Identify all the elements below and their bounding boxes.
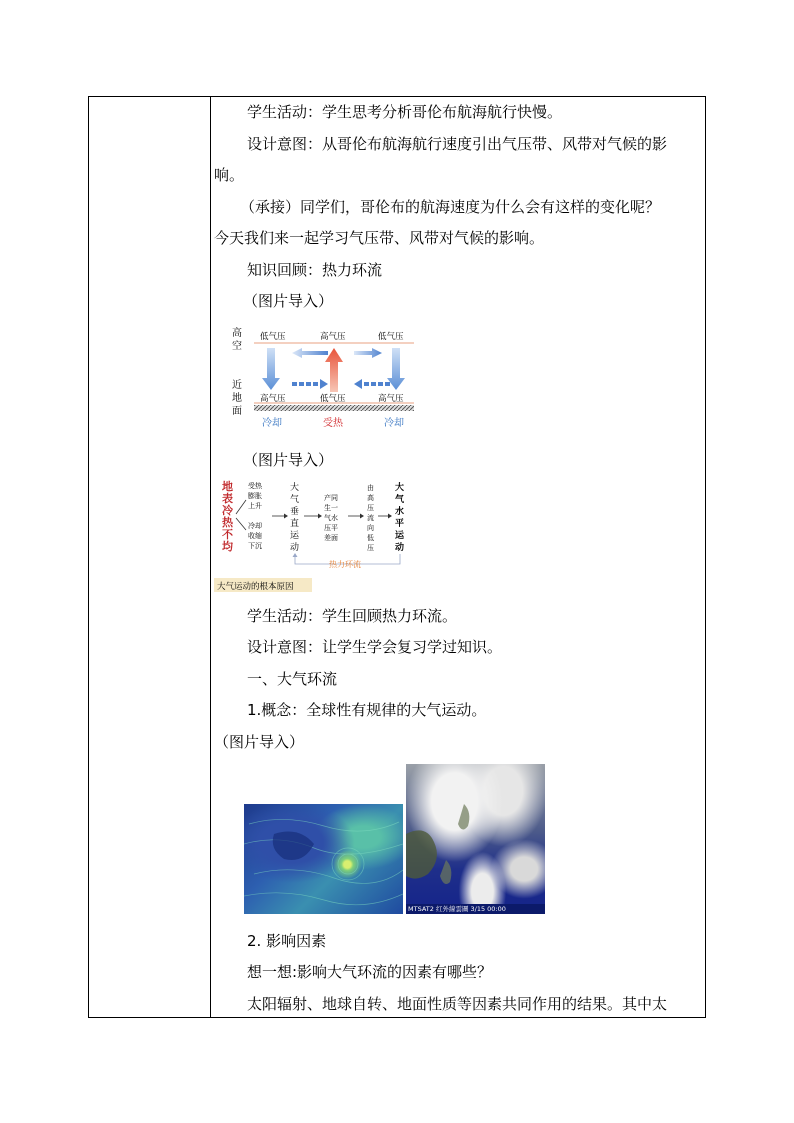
image-intro-3: （图片导入）: [214, 733, 305, 751]
label-high-altitude: [232, 326, 245, 352]
image-intro-1: （图片导入）: [243, 292, 334, 310]
image-intro-2: （图片导入）: [243, 451, 334, 469]
label-near-ground-3: 面: [232, 406, 242, 417]
horizontal-motion-text: 大气水平运动: [395, 483, 405, 553]
bot-mid-pressure: 低气压: [320, 394, 346, 404]
top-left-pressure: 低气压: [260, 332, 286, 342]
pressure-diff-text: 产同生一气水压平差面: [324, 494, 338, 542]
concept-definition: 1.概念：全球性有规律的大气运动。: [247, 701, 487, 719]
atmospheric-motion-flowchart: [214, 478, 422, 596]
ground-strip: [254, 405, 414, 411]
arrow-sink-left: [262, 348, 280, 390]
satellite-caption: MTSAT2 红外線雲圖 3/15 00:00: [408, 905, 506, 913]
label-high-altitude-1: 高: [232, 328, 242, 339]
global-wind-map-image: [244, 804, 403, 914]
transition-paragraph: （承接）同学们，哥伦布的航海速度为什么会有这样的变化呢？: [240, 198, 661, 216]
arrow-top-left: [292, 348, 328, 358]
thermal-circulation-diagram: [226, 322, 422, 432]
cool-right-label: 冷却: [384, 418, 404, 429]
label-near-ground: [232, 379, 245, 417]
factors-answer: 太阳辐射、地球自转、地面性质等因素共同作用的结果。其中太: [247, 995, 668, 1013]
satellite-cloud-image: [406, 764, 545, 914]
design-intent-1-cont: 响。: [214, 166, 245, 184]
label-near-ground-1: 近: [232, 380, 242, 391]
top-mid-pressure: 高气压: [320, 332, 346, 342]
wind-streaks: [244, 804, 403, 914]
influencing-factors-heading: 2. 影响因素: [247, 932, 327, 950]
transition-paragraph-cont: 今天我们来一起学习气压带、风带对气候的影响。: [214, 229, 545, 247]
think-question: 想一想:影响大气环流的因素有哪些？: [247, 963, 493, 981]
arrow-bottom-right: [354, 379, 390, 389]
coastline-overlay: [406, 764, 545, 914]
top-right-pressure: 低气压: [378, 332, 404, 342]
root-cause-label: 大气运动的根本原因: [217, 582, 294, 592]
bot-left-pressure: 高气压: [260, 394, 286, 404]
cause-text: 地表冷热不均: [222, 480, 233, 553]
cooled-sink-text: 冷却收缩下沉: [248, 522, 262, 550]
bot-right-pressure: 高气压: [378, 394, 404, 404]
student-activity-2: 学生活动：学生回顾热力环流。: [247, 607, 458, 625]
cool-left-label: 冷却: [262, 418, 282, 429]
student-activity-1: 学生活动：学生思考分析哥伦布航海航行快慢。: [247, 103, 563, 121]
arrow-bottom-left: [292, 379, 328, 389]
label-high-altitude-2: 空: [232, 341, 242, 352]
heated-label: 受热: [323, 418, 343, 429]
knowledge-review: 知识回顾：热力环流: [247, 261, 383, 279]
vertical-motion-text: 大气垂直运动: [290, 483, 300, 553]
circulation-label: 热力环流: [329, 560, 361, 569]
flow-text: 由高压流向低压: [367, 484, 374, 552]
design-intent-1: 设计意图：从哥伦布航海航行速度引出气压带、风带对气候的影: [247, 135, 668, 153]
section-heading: 一、大气环流: [247, 670, 338, 688]
column-divider: [210, 97, 211, 1017]
heated-rise-text: 受热膨胀上升: [248, 482, 262, 510]
design-intent-2: 设计意图：让学生学会复习学过知识。: [247, 638, 503, 656]
arrow-top-right: [354, 348, 382, 358]
label-near-ground-2: 地: [232, 393, 242, 404]
